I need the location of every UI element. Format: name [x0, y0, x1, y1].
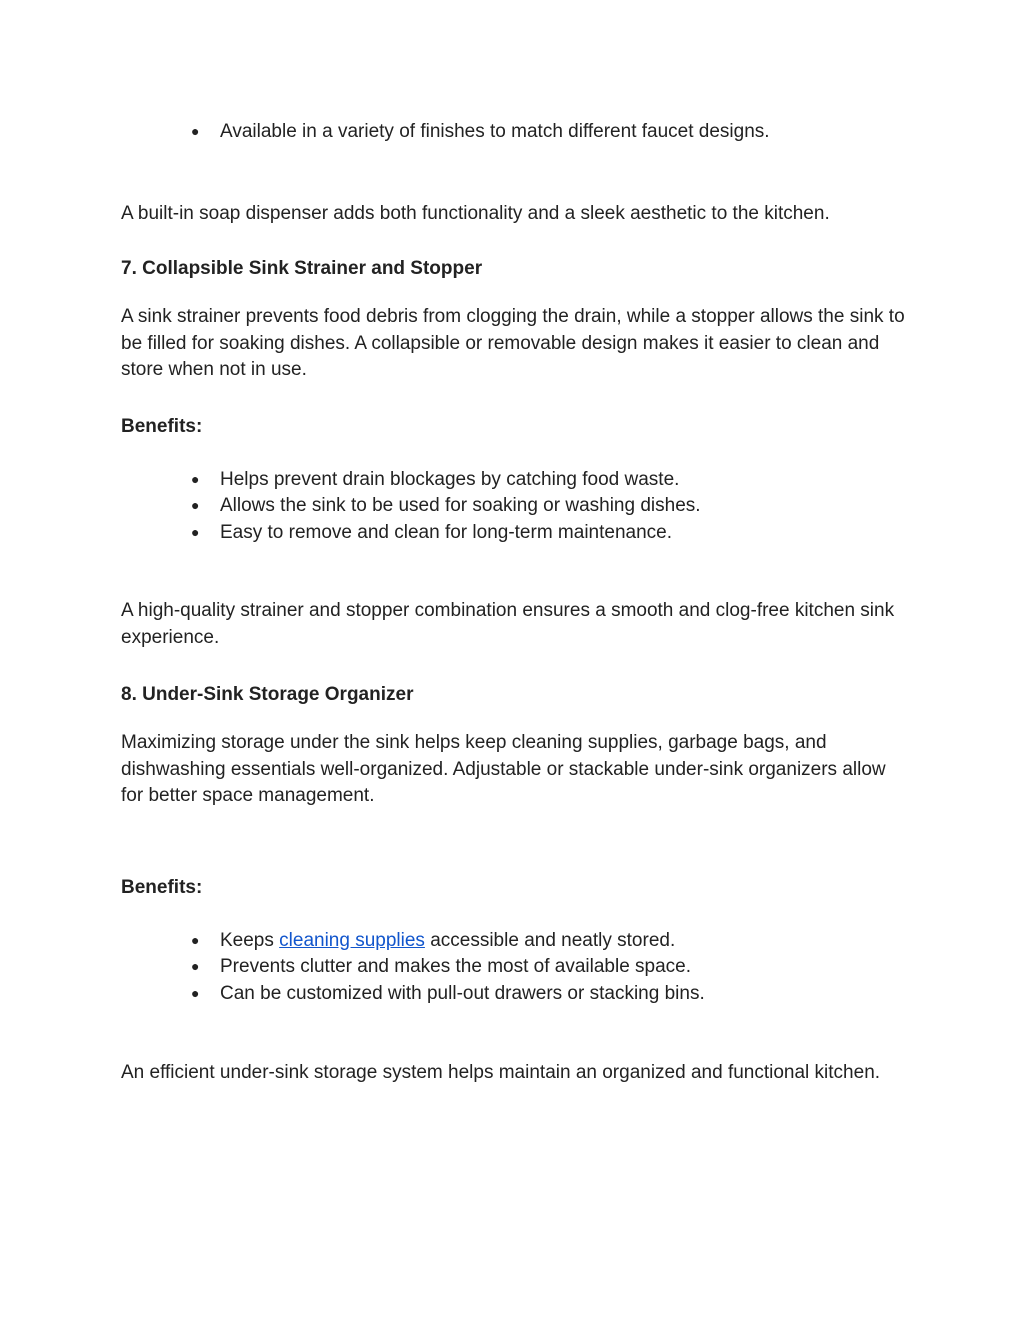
- section-7-benefits-label: Benefits:: [121, 416, 203, 437]
- bullet-dot: ●: [191, 958, 200, 974]
- section-7-closing: A high-quality strainer and stopper combination ensures a smooth and clog-free kitchen sink experience.: [121, 600, 895, 648]
- bullet-text: Can be customized with pull-out drawers or stacking bins.: [220, 983, 705, 1004]
- list-item: [191, 980, 911, 1008]
- section-8-description: Maximizing storage under the sink helps keep cleaning supplies, garbage bags, and dishwashing essentials well-organized. Adjustable or stackable under-sink organizers allow for better space management.: [121, 732, 886, 806]
- bullet-text: Easy to remove and clean for long-term maintenance.: [220, 522, 673, 543]
- cleaning-supplies-link[interactable]: cleaning supplies: [279, 930, 425, 951]
- bullet-dot: ●: [191, 932, 200, 948]
- paragraph-intro-closing: A built-in soap dispenser adds both functionality and a sleek aesthetic to the kitchen.: [121, 203, 830, 224]
- bullet-dot: ●: [191, 123, 200, 139]
- section-7-description: A sink strainer prevents food debris from clogging the drain, while a stopper allows the sink to be filled for soaking dishes. A collapsible or removable design makes it easier to clean and store when not in use.: [121, 306, 905, 380]
- section-8-benefits-label: Benefits:: [121, 877, 203, 898]
- bullet-dot: ●: [191, 985, 200, 1001]
- section-7-heading: 7. Collapsible Sink Strainer and Stopper: [121, 258, 483, 279]
- section-8-closing: An efficient under-sink storage system helps maintain an organized and functional kitchen.: [121, 1062, 881, 1083]
- bullet-dot: ●: [191, 471, 200, 487]
- bullet-text: Helps prevent drain blockages by catching food waste.: [220, 469, 680, 490]
- list-item: [191, 492, 911, 520]
- list-item: [191, 466, 911, 494]
- bullet-text: Available in a variety of finishes to match different faucet designs.: [220, 121, 770, 142]
- bullet-text-pre: Keeps: [220, 930, 280, 951]
- bullet-text: Prevents clutter and makes the most of available space.: [220, 956, 692, 977]
- bullet-text: Allows the sink to be used for soaking or washing dishes.: [220, 495, 701, 516]
- bullet-text-post: accessible and neatly stored.: [424, 930, 676, 951]
- list-item: [191, 118, 911, 146]
- section-8-heading: 8. Under-Sink Storage Organizer: [121, 684, 414, 705]
- bullet-dot: ●: [191, 524, 200, 540]
- list-item: [191, 953, 911, 981]
- bullet-dot: ●: [191, 497, 200, 513]
- list-item: [191, 927, 911, 955]
- list-item: [191, 519, 911, 547]
